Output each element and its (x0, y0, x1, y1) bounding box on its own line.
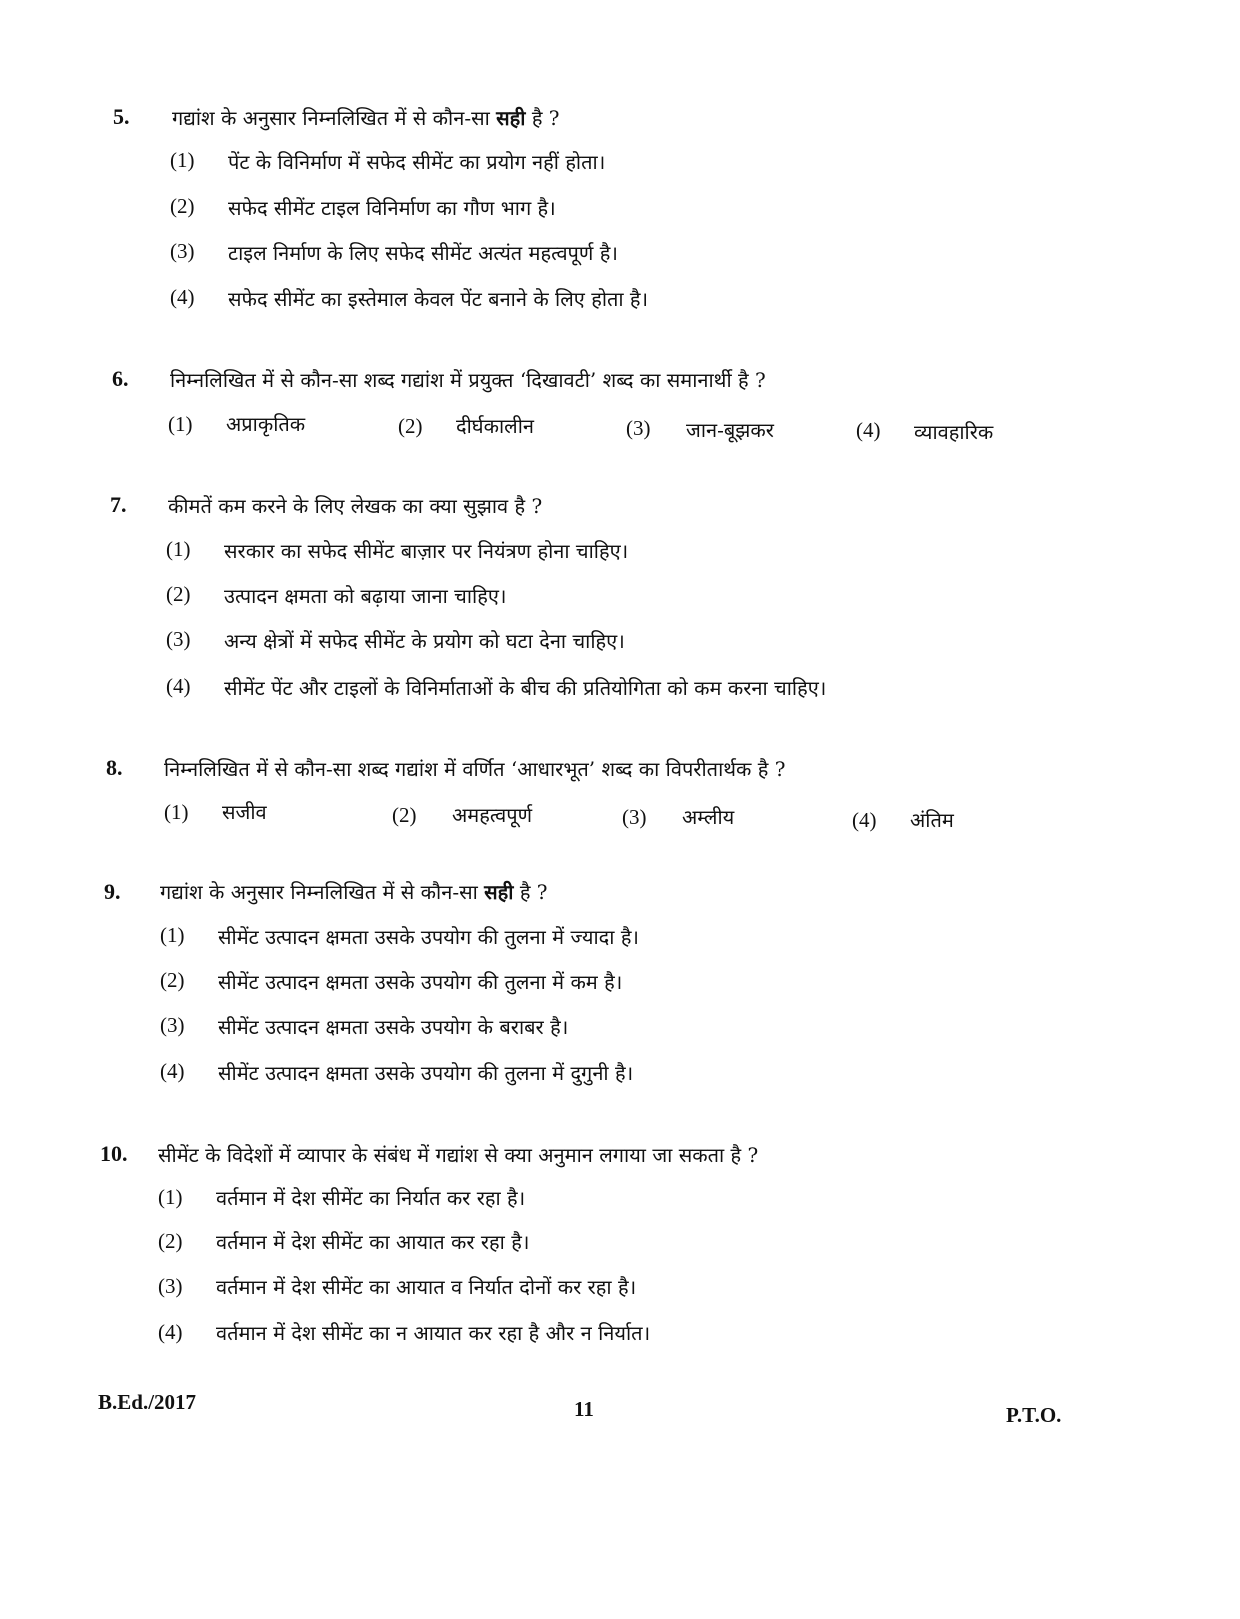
question-number: 7. (110, 492, 127, 517)
question-number: 6. (112, 366, 129, 391)
option-text: सरकार का सफेद सीमेंट बाज़ार पर नियंत्रण होना चाहिए। (224, 539, 629, 563)
option-number: (2) (160, 968, 185, 992)
option-text: दीर्घकालीन (456, 414, 534, 438)
option-text: वर्तमान में देश सीमेंट का न आयात कर रहा है और न निर्यात। (216, 1321, 651, 1345)
option-number: (1) (170, 148, 195, 172)
option-number: (1) (166, 537, 191, 561)
question-number: 5. (113, 104, 130, 129)
option-number: (2) (158, 1229, 183, 1253)
option-text: जान-बूझकर (686, 418, 774, 442)
option-text: सीमेंट उत्पादन क्षमता उसके उपयोग की तुलना में ज्यादा है। (218, 925, 640, 949)
footer-pto: P.T.O. (1006, 1403, 1062, 1427)
option-text: सीमेंट पेंट और टाइलों के विनिर्माताओं के बीच की प्रतियोगिता को कम करना चाहिए। (224, 676, 827, 700)
question-text: निम्नलिखित में से कौन-सा शब्द गद्यांश में वर्णित ‘आधारभूत’ शब्द का विपरीतार्थक है ? (164, 757, 786, 781)
question-text: कीमतें कम करने के लिए लेखक का क्या सुझाव है ? (168, 494, 543, 518)
option-text: वर्तमान में देश सीमेंट का आयात कर रहा है। (216, 1230, 530, 1254)
option-number: (3) (166, 627, 191, 651)
option-text: अप्राकृतिक (226, 412, 306, 436)
option-number: (4) (852, 808, 877, 832)
question-text: निम्नलिखित में से कौन-सा शब्द गद्यांश में प्रयुक्त ‘दिखावटी’ शब्द का समानार्थी है ? (170, 368, 766, 392)
option-text: व्यावहारिक (914, 420, 994, 444)
option-number: (3) (158, 1274, 183, 1298)
option-text: सफेद सीमेंट टाइल विनिर्माण का गौण भाग है। (228, 196, 556, 220)
option-number: (4) (166, 674, 191, 698)
question-text: सीमेंट के विदेशों में व्यापार के संबंध में गद्यांश से क्या अनुमान लगाया जा सकता है ? (158, 1143, 759, 1167)
option-number: (3) (170, 239, 195, 263)
option-number: (1) (168, 412, 193, 436)
option-text: टाइल निर्माण के लिए सफेद सीमेंट अत्यंत महत्वपूर्ण है। (228, 241, 618, 265)
question-text: गद्यांश के अनुसार निम्नलिखित में से कौन-सा सही है ? (172, 106, 560, 130)
page-number: 11 (574, 1397, 594, 1421)
option-text: सीमेंट उत्पादन क्षमता उसके उपयोग की तुलना में दुगुनी है। (218, 1061, 634, 1085)
option-text: सीमेंट उत्पादन क्षमता उसके उपयोग की तुलना में कम है। (218, 970, 623, 994)
question-text: गद्यांश के अनुसार निम्नलिखित में से कौन-सा सही है ? (160, 880, 548, 904)
option-number: (4) (170, 285, 195, 309)
option-number: (4) (158, 1320, 183, 1344)
option-text: अंतिम (910, 808, 954, 832)
option-text: अमहत्वपूर्ण (452, 803, 533, 827)
option-number: (2) (170, 194, 195, 218)
option-text: वर्तमान में देश सीमेंट का निर्यात कर रहा है। (216, 1186, 526, 1210)
option-number: (4) (160, 1059, 185, 1083)
option-number: (2) (166, 582, 191, 606)
option-text: अम्लीय (682, 805, 735, 829)
option-number: (2) (398, 414, 423, 438)
option-number: (3) (626, 416, 651, 440)
option-number: (1) (160, 923, 185, 947)
option-text: अन्य क्षेत्रों में सफेद सीमेंट के प्रयोग को घटा देना चाहिए। (224, 629, 625, 653)
question-number: 9. (104, 879, 121, 904)
option-number: (1) (158, 1185, 183, 1209)
footer-course-code: B.Ed./2017 (98, 1390, 197, 1414)
option-number: (1) (164, 800, 189, 824)
question-number: 8. (106, 755, 123, 780)
option-text: वर्तमान में देश सीमेंट का आयात व निर्यात दोनों कर रहा है। (216, 1275, 637, 1299)
question-number: 10. (100, 1141, 128, 1166)
option-text: सीमेंट उत्पादन क्षमता उसके उपयोग के बराबर है। (218, 1015, 569, 1039)
option-number: (2) (392, 803, 417, 827)
option-text: पेंट के विनिर्माण में सफेद सीमेंट का प्रयोग नहीं होता। (228, 150, 606, 174)
option-number: (4) (856, 418, 881, 442)
option-text: उत्पादन क्षमता को बढ़ाया जाना चाहिए। (224, 584, 507, 608)
option-number: (3) (622, 805, 647, 829)
option-text: सफेद सीमेंट का इस्तेमाल केवल पेंट बनाने के लिए होता है। (228, 287, 649, 311)
option-number: (3) (160, 1013, 185, 1037)
option-text: सजीव (222, 800, 267, 824)
